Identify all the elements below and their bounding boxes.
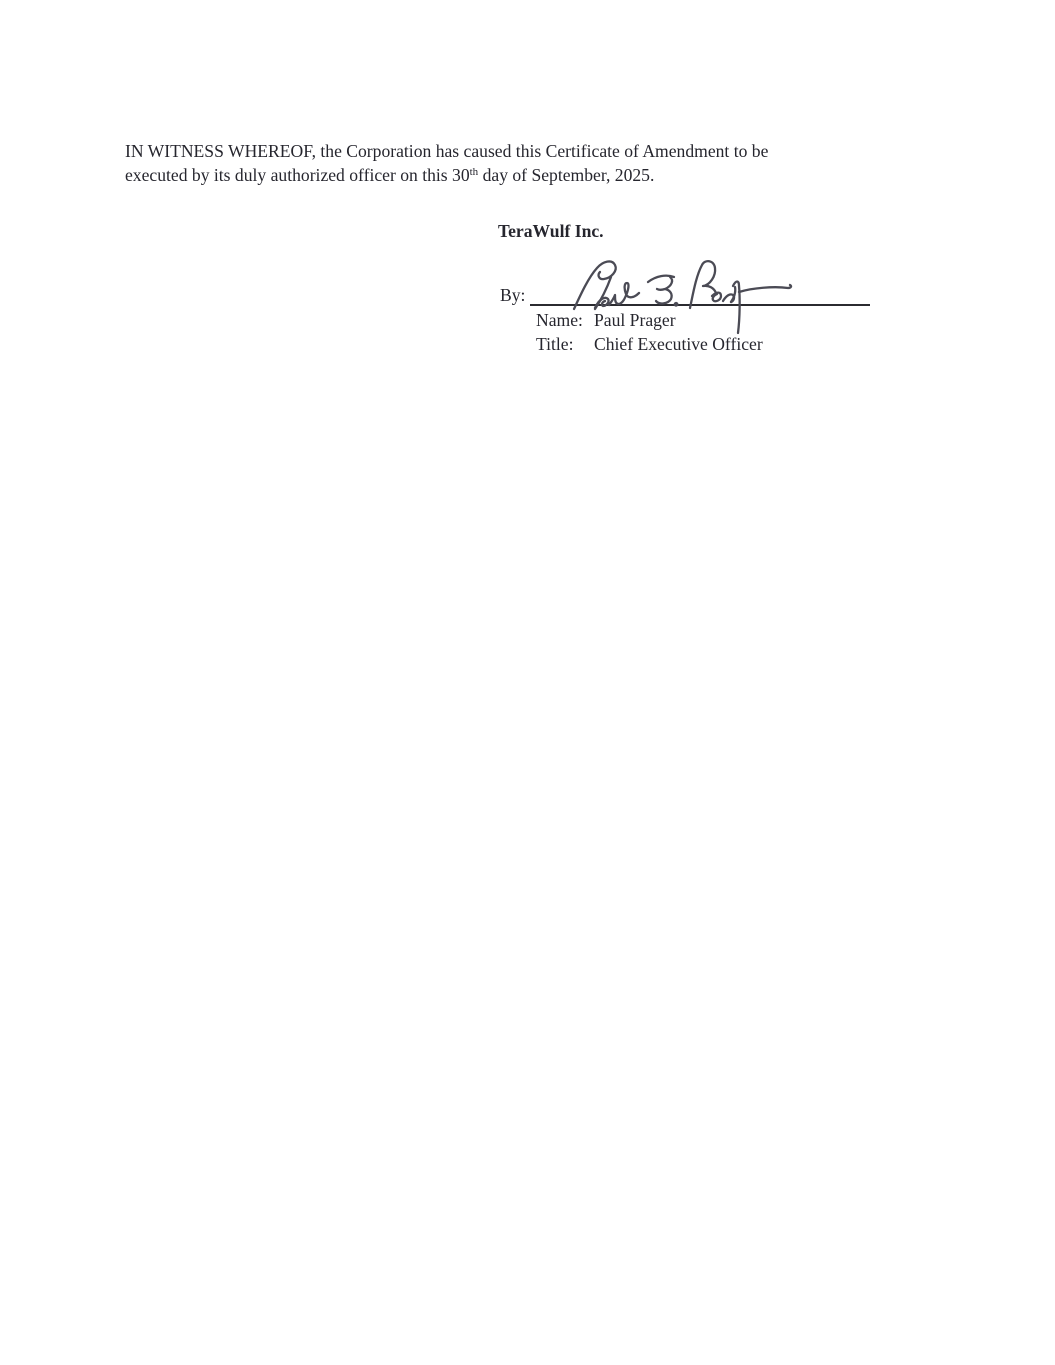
signatory-title-row <box>536 332 763 356</box>
title-label: Title: <box>536 334 574 354</box>
by-label: By: <box>500 285 526 305</box>
witness-clause-paragraph <box>125 139 768 187</box>
witness-clause-line2-end: day of September, 2025. <box>478 164 655 185</box>
title-value: Chief Executive Officer <box>594 334 763 354</box>
company-name: TeraWulf Inc. <box>498 221 604 241</box>
signatory-name-row <box>536 308 676 332</box>
ordinal-superscript: th <box>469 165 479 178</box>
witness-clause-line1: IN WITNESS WHEREOF, the Corporation has caused this Certificate of Amendment to be <box>125 140 769 161</box>
witness-clause-line2-start: executed by its duly authorized officer on this 30 <box>125 164 470 185</box>
name-label: Name: <box>536 310 583 330</box>
name-value: Paul Prager <box>594 310 676 330</box>
